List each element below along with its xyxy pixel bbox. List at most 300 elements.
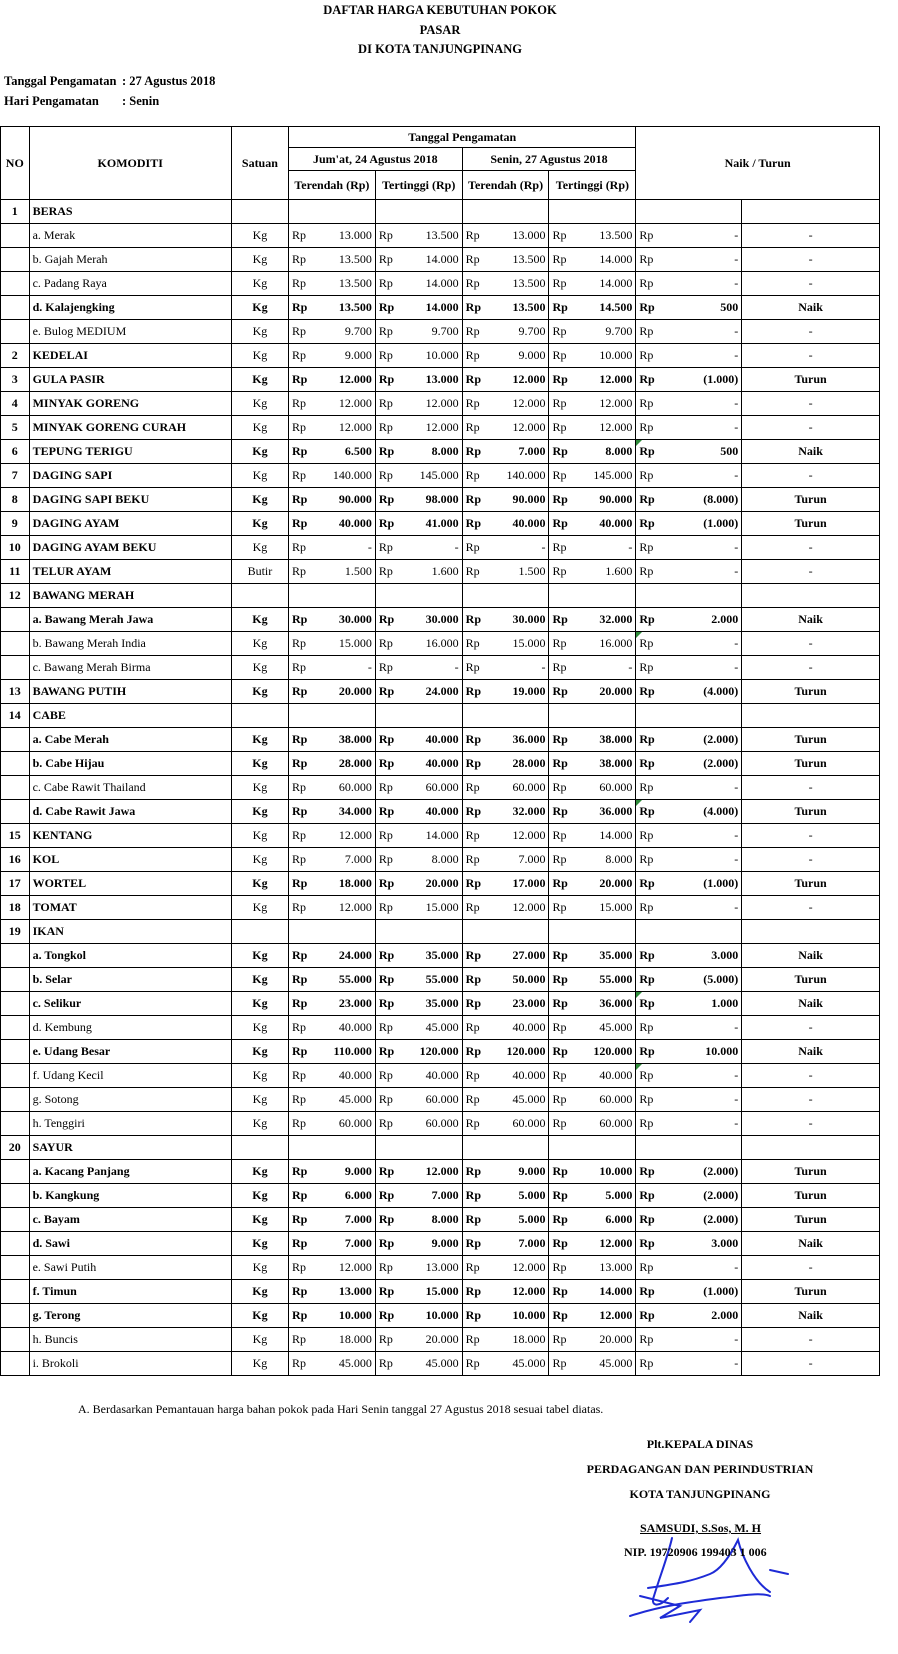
row-number: [1, 608, 30, 632]
unit-cell: Kg: [231, 824, 288, 848]
currency-label: Rp: [375, 488, 411, 512]
price-high-jumat: 15.000: [411, 896, 462, 920]
price-low-jumat: 60.000: [325, 776, 376, 800]
price-high-senin: -: [585, 536, 636, 560]
currency-label: Rp: [289, 1088, 325, 1112]
price-high-senin: 35.000: [585, 944, 636, 968]
empty-cell: [549, 1136, 636, 1160]
price-high-senin: 45.000: [585, 1352, 636, 1376]
currency-label: Rp: [289, 680, 325, 704]
empty-cell: [462, 704, 549, 728]
currency-label: Rp: [375, 872, 411, 896]
price-high-senin: 20.000: [585, 872, 636, 896]
table-row: [1, 752, 880, 776]
price-low-jumat: 12.000: [325, 416, 376, 440]
price-low-jumat: 13.000: [325, 1280, 376, 1304]
currency-label: Rp: [462, 680, 498, 704]
change-status: -: [742, 1256, 880, 1280]
commodity-name: GULA PASIR: [29, 368, 231, 392]
currency-label: Rp: [636, 944, 672, 968]
price-low-jumat: 7.000: [325, 848, 376, 872]
currency-label: Rp: [462, 512, 498, 536]
unit-cell: Kg: [231, 1040, 288, 1064]
observation-date-label: Tanggal Pengamatan: [4, 74, 117, 88]
row-number: 6: [1, 440, 30, 464]
commodity-name: c. Padang Raya: [29, 272, 231, 296]
price-low-senin: 12.000: [498, 416, 549, 440]
price-high-jumat: 13.000: [411, 1256, 462, 1280]
change-status: Turun: [742, 680, 880, 704]
currency-label: Rp: [636, 608, 672, 632]
price-change: -: [672, 560, 742, 584]
table-row: [1, 1280, 880, 1304]
commodity-name: IKAN: [29, 920, 231, 944]
price-high-senin: 14.000: [585, 248, 636, 272]
empty-cell: [549, 704, 636, 728]
price-high-jumat: 14.000: [411, 248, 462, 272]
row-number: [1, 656, 30, 680]
currency-label: Rp: [462, 1016, 498, 1040]
unit-cell: Kg: [231, 464, 288, 488]
price-low-jumat: 40.000: [325, 512, 376, 536]
change-status: Naik: [742, 608, 880, 632]
currency-label: Rp: [289, 1208, 325, 1232]
change-status: Turun: [742, 872, 880, 896]
observation-date-value: : 27 Agustus 2018: [122, 74, 216, 88]
price-low-jumat: 24.000: [325, 944, 376, 968]
commodity-name: KENTANG: [29, 824, 231, 848]
price-high-senin: 145.000: [585, 464, 636, 488]
currency-label: Rp: [289, 752, 325, 776]
currency-label: Rp: [289, 536, 325, 560]
currency-label: Rp: [375, 1184, 411, 1208]
price-low-senin: 28.000: [498, 752, 549, 776]
currency-label: Rp: [289, 824, 325, 848]
doc-subtitle-city: DI KOTA TANJUNGPINANG: [358, 42, 522, 56]
currency-label: Rp: [549, 1256, 585, 1280]
currency-label: Rp: [636, 1328, 672, 1352]
table-row: [1, 872, 880, 896]
table-row: [1, 320, 880, 344]
currency-label: Rp: [549, 776, 585, 800]
price-low-senin: 9.000: [498, 1160, 549, 1184]
currency-label: Rp: [549, 488, 585, 512]
currency-label: Rp: [289, 368, 325, 392]
row-number: [1, 1232, 30, 1256]
currency-label: Rp: [636, 848, 672, 872]
row-number: [1, 776, 30, 800]
currency-label: Rp: [462, 848, 498, 872]
currency-label: Rp: [289, 632, 325, 656]
currency-label: Rp: [289, 1112, 325, 1136]
observation-day: [4, 94, 159, 109]
unit-cell: Kg: [231, 224, 288, 248]
unit-cell: Kg: [231, 968, 288, 992]
price-change: -: [672, 1256, 742, 1280]
table-row: [1, 704, 880, 728]
currency-label: Rp: [375, 272, 411, 296]
currency-label: Rp: [549, 1304, 585, 1328]
row-number: [1, 320, 30, 344]
col-header-change: Naik / Turun: [636, 127, 880, 200]
currency-label: Rp: [462, 1304, 498, 1328]
currency-label: Rp: [462, 632, 498, 656]
price-high-jumat: 60.000: [411, 1088, 462, 1112]
commodity-name: DAGING AYAM BEKU: [29, 536, 231, 560]
price-low-jumat: 7.000: [325, 1208, 376, 1232]
price-low-senin: 7.000: [498, 440, 549, 464]
currency-label: Rp: [462, 224, 498, 248]
currency-label: Rp: [462, 824, 498, 848]
price-change: (5.000): [672, 968, 742, 992]
commodity-name: SAYUR: [29, 1136, 231, 1160]
price-high-senin: 20.000: [585, 680, 636, 704]
currency-label: Rp: [636, 1184, 672, 1208]
price-high-jumat: 98.000: [411, 488, 462, 512]
currency-label: Rp: [549, 824, 585, 848]
price-change: -: [672, 320, 742, 344]
change-status: Turun: [742, 1160, 880, 1184]
price-change: -: [672, 1088, 742, 1112]
price-low-senin: 30.000: [498, 608, 549, 632]
unit-cell: [231, 920, 288, 944]
price-low-jumat: 15.000: [325, 632, 376, 656]
currency-label: Rp: [549, 1064, 585, 1088]
currency-label: Rp: [289, 1184, 325, 1208]
table-row: [1, 1040, 880, 1064]
price-change: 10.000: [672, 1040, 742, 1064]
price-low-jumat: 30.000: [325, 608, 376, 632]
row-number: [1, 1088, 30, 1112]
row-number: 13: [1, 680, 30, 704]
signatory-title: Plt.KEPALA DINAS: [646, 1437, 754, 1451]
row-number: [1, 800, 30, 824]
price-change: (1.000): [672, 872, 742, 896]
currency-label: Rp: [549, 896, 585, 920]
row-number: 1: [1, 200, 30, 224]
row-number: [1, 752, 30, 776]
table-row: [1, 632, 880, 656]
currency-label: Rp: [636, 1088, 672, 1112]
price-low-senin: 12.000: [498, 824, 549, 848]
currency-label: Rp: [549, 1352, 585, 1376]
currency-label: Rp: [375, 320, 411, 344]
price-high-jumat: 35.000: [411, 992, 462, 1016]
note-text: A. Berdasarkan Pemantauan harga bahan pokok pada Hari Senin tanggal 27 Agustus 2018 sesuai tabel diatas.: [78, 1402, 604, 1416]
currency-label: Rp: [375, 1232, 411, 1256]
price-high-jumat: 16.000: [411, 632, 462, 656]
table-row: [1, 968, 880, 992]
price-low-jumat: 13.500: [325, 296, 376, 320]
change-status: Turun: [742, 752, 880, 776]
unit-cell: Kg: [231, 1184, 288, 1208]
empty-cell: [742, 1136, 880, 1160]
price-low-senin: 36.000: [498, 728, 549, 752]
price-low-jumat: 12.000: [325, 368, 376, 392]
currency-label: Rp: [636, 776, 672, 800]
price-change: -: [672, 224, 742, 248]
commodity-name: KOL: [29, 848, 231, 872]
currency-label: Rp: [289, 848, 325, 872]
price-low-jumat: 12.000: [325, 896, 376, 920]
currency-label: Rp: [636, 392, 672, 416]
table-row: [1, 464, 880, 488]
currency-label: Rp: [636, 752, 672, 776]
commodity-name: f. Udang Kecil: [29, 1064, 231, 1088]
currency-label: Rp: [462, 1088, 498, 1112]
price-low-senin: -: [498, 536, 549, 560]
price-high-senin: 60.000: [585, 1088, 636, 1112]
currency-label: Rp: [289, 1232, 325, 1256]
unit-cell: Kg: [231, 1088, 288, 1112]
empty-cell: [742, 704, 880, 728]
commodity-name: b. Cabe Hijau: [29, 752, 231, 776]
row-number: 19: [1, 920, 30, 944]
row-number: 17: [1, 872, 30, 896]
commodity-name: i. Brokoli: [29, 1352, 231, 1376]
commodity-name: c. Bayam: [29, 1208, 231, 1232]
commodity-name: c. Selikur: [29, 992, 231, 1016]
currency-label: Rp: [636, 512, 672, 536]
unit-cell: Kg: [231, 992, 288, 1016]
currency-label: Rp: [375, 728, 411, 752]
change-status: Naik: [742, 1040, 880, 1064]
empty-cell: [375, 704, 462, 728]
currency-label: Rp: [636, 1208, 672, 1232]
currency-label: Rp: [289, 344, 325, 368]
col-header-no: NO: [1, 127, 30, 200]
empty-cell: [742, 584, 880, 608]
price-low-jumat: 55.000: [325, 968, 376, 992]
row-number: 12: [1, 584, 30, 608]
currency-label: Rp: [375, 224, 411, 248]
currency-label: Rp: [375, 1040, 411, 1064]
commodity-name: b. Bawang Merah India: [29, 632, 231, 656]
empty-cell: [375, 584, 462, 608]
price-change: (1.000): [672, 512, 742, 536]
change-status: Naik: [742, 296, 880, 320]
currency-label: Rp: [375, 848, 411, 872]
row-number: [1, 1016, 30, 1040]
currency-label: Rp: [462, 536, 498, 560]
price-low-jumat: 45.000: [325, 1352, 376, 1376]
price-high-senin: 12.000: [585, 392, 636, 416]
currency-label: Rp: [549, 1280, 585, 1304]
empty-cell: [462, 584, 549, 608]
currency-label: Rp: [289, 272, 325, 296]
currency-label: Rp: [462, 368, 498, 392]
signatory-office: PERDAGANGAN DAN PERINDUSTRIAN: [586, 1462, 814, 1476]
price-low-jumat: 40.000: [325, 1016, 376, 1040]
currency-label: Rp: [462, 872, 498, 896]
price-low-senin: 15.000: [498, 632, 549, 656]
price-low-jumat: 12.000: [325, 1256, 376, 1280]
row-number: 11: [1, 560, 30, 584]
unit-cell: Kg: [231, 1256, 288, 1280]
change-status: Turun: [742, 1184, 880, 1208]
row-number: [1, 224, 30, 248]
currency-label: Rp: [549, 1040, 585, 1064]
currency-label: Rp: [289, 776, 325, 800]
price-low-senin: 12.000: [498, 368, 549, 392]
currency-label: Rp: [289, 416, 325, 440]
currency-label: Rp: [289, 800, 325, 824]
row-number: 16: [1, 848, 30, 872]
price-low-senin: 13.500: [498, 248, 549, 272]
change-status: -: [742, 416, 880, 440]
table-row: [1, 776, 880, 800]
currency-label: Rp: [289, 656, 325, 680]
currency-label: Rp: [375, 608, 411, 632]
unit-cell: Kg: [231, 416, 288, 440]
price-low-jumat: 20.000: [325, 680, 376, 704]
unit-cell: Kg: [231, 776, 288, 800]
price-high-senin: 20.000: [585, 1328, 636, 1352]
currency-label: Rp: [462, 1256, 498, 1280]
empty-cell: [375, 920, 462, 944]
table-row: [1, 608, 880, 632]
currency-label: Rp: [462, 800, 498, 824]
change-status: Turun: [742, 800, 880, 824]
price-low-jumat: 9.700: [325, 320, 376, 344]
currency-label: Rp: [375, 896, 411, 920]
currency-label: Rp: [462, 776, 498, 800]
currency-label: Rp: [549, 680, 585, 704]
table-row: [1, 992, 880, 1016]
price-change: -: [672, 1112, 742, 1136]
currency-label: Rp: [375, 344, 411, 368]
price-high-senin: 32.000: [585, 608, 636, 632]
price-low-senin: -: [498, 656, 549, 680]
currency-label: Rp: [549, 392, 585, 416]
table-row: [1, 512, 880, 536]
currency-label: Rp: [636, 248, 672, 272]
price-change: 500: [672, 440, 742, 464]
empty-cell: [375, 1136, 462, 1160]
change-status: -: [742, 248, 880, 272]
currency-label: Rp: [636, 872, 672, 896]
change-status: -: [742, 1088, 880, 1112]
price-low-senin: 40.000: [498, 512, 549, 536]
row-number: 9: [1, 512, 30, 536]
price-low-senin: 23.000: [498, 992, 549, 1016]
change-status: Turun: [742, 1280, 880, 1304]
currency-label: Rp: [549, 992, 585, 1016]
currency-label: Rp: [375, 392, 411, 416]
price-high-senin: 12.000: [585, 1232, 636, 1256]
currency-label: Rp: [549, 512, 585, 536]
empty-cell: [289, 1136, 376, 1160]
price-low-senin: 12.000: [498, 1280, 549, 1304]
currency-label: Rp: [289, 560, 325, 584]
currency-label: Rp: [549, 416, 585, 440]
row-number: [1, 944, 30, 968]
price-low-jumat: 13.000: [325, 224, 376, 248]
row-number: [1, 1064, 30, 1088]
unit-cell: Kg: [231, 896, 288, 920]
price-change: (2.000): [672, 1160, 742, 1184]
empty-cell: [462, 1136, 549, 1160]
currency-label: Rp: [636, 896, 672, 920]
table-row: [1, 656, 880, 680]
unit-cell: Kg: [231, 872, 288, 896]
empty-cell: [375, 200, 462, 224]
empty-cell: [289, 704, 376, 728]
price-low-jumat: 12.000: [325, 824, 376, 848]
price-high-senin: 40.000: [585, 1064, 636, 1088]
unit-cell: [231, 200, 288, 224]
currency-label: Rp: [636, 632, 672, 656]
currency-label: Rp: [462, 1280, 498, 1304]
currency-label: Rp: [289, 608, 325, 632]
table-row: [1, 1064, 880, 1088]
price-low-senin: 40.000: [498, 1016, 549, 1040]
price-low-senin: 50.000: [498, 968, 549, 992]
change-status: -: [742, 464, 880, 488]
currency-label: Rp: [289, 296, 325, 320]
price-high-senin: 15.000: [585, 896, 636, 920]
currency-label: Rp: [375, 632, 411, 656]
unit-cell: Kg: [231, 1304, 288, 1328]
currency-label: Rp: [375, 1160, 411, 1184]
empty-cell: [742, 920, 880, 944]
currency-label: Rp: [549, 320, 585, 344]
price-high-senin: 12.000: [585, 368, 636, 392]
price-low-jumat: 40.000: [325, 1064, 376, 1088]
table-row: [1, 1160, 880, 1184]
commodity-name: a. Bawang Merah Jawa: [29, 608, 231, 632]
currency-label: Rp: [549, 800, 585, 824]
price-change: 1.000: [672, 992, 742, 1016]
price-high-jumat: 8.000: [411, 440, 462, 464]
currency-label: Rp: [289, 1280, 325, 1304]
price-table: [0, 126, 880, 1376]
price-low-jumat: 90.000: [325, 488, 376, 512]
unit-cell: Kg: [231, 752, 288, 776]
currency-label: Rp: [375, 560, 411, 584]
price-change: (2.000): [672, 728, 742, 752]
currency-label: Rp: [549, 224, 585, 248]
price-low-senin: 13.500: [498, 272, 549, 296]
table-row: [1, 1136, 880, 1160]
price-change: -: [672, 632, 742, 656]
table-row: [1, 560, 880, 584]
currency-label: Rp: [289, 1304, 325, 1328]
price-high-jumat: 12.000: [411, 392, 462, 416]
unit-cell: Butir: [231, 560, 288, 584]
price-change: 3.000: [672, 944, 742, 968]
currency-label: Rp: [375, 1112, 411, 1136]
price-low-senin: 60.000: [498, 1112, 549, 1136]
currency-label: Rp: [636, 1160, 672, 1184]
price-low-senin: 5.000: [498, 1184, 549, 1208]
unit-cell: Kg: [231, 512, 288, 536]
price-high-jumat: 9.700: [411, 320, 462, 344]
unit-cell: Kg: [231, 320, 288, 344]
price-low-jumat: 28.000: [325, 752, 376, 776]
price-low-jumat: -: [325, 656, 376, 680]
price-high-senin: 60.000: [585, 776, 636, 800]
change-status: -: [742, 344, 880, 368]
price-high-senin: 12.000: [585, 416, 636, 440]
currency-label: Rp: [462, 1160, 498, 1184]
price-high-senin: 6.000: [585, 1208, 636, 1232]
table-row: [1, 920, 880, 944]
price-high-jumat: 20.000: [411, 872, 462, 896]
currency-label: Rp: [375, 944, 411, 968]
row-number: [1, 1328, 30, 1352]
price-low-jumat: 18.000: [325, 1328, 376, 1352]
